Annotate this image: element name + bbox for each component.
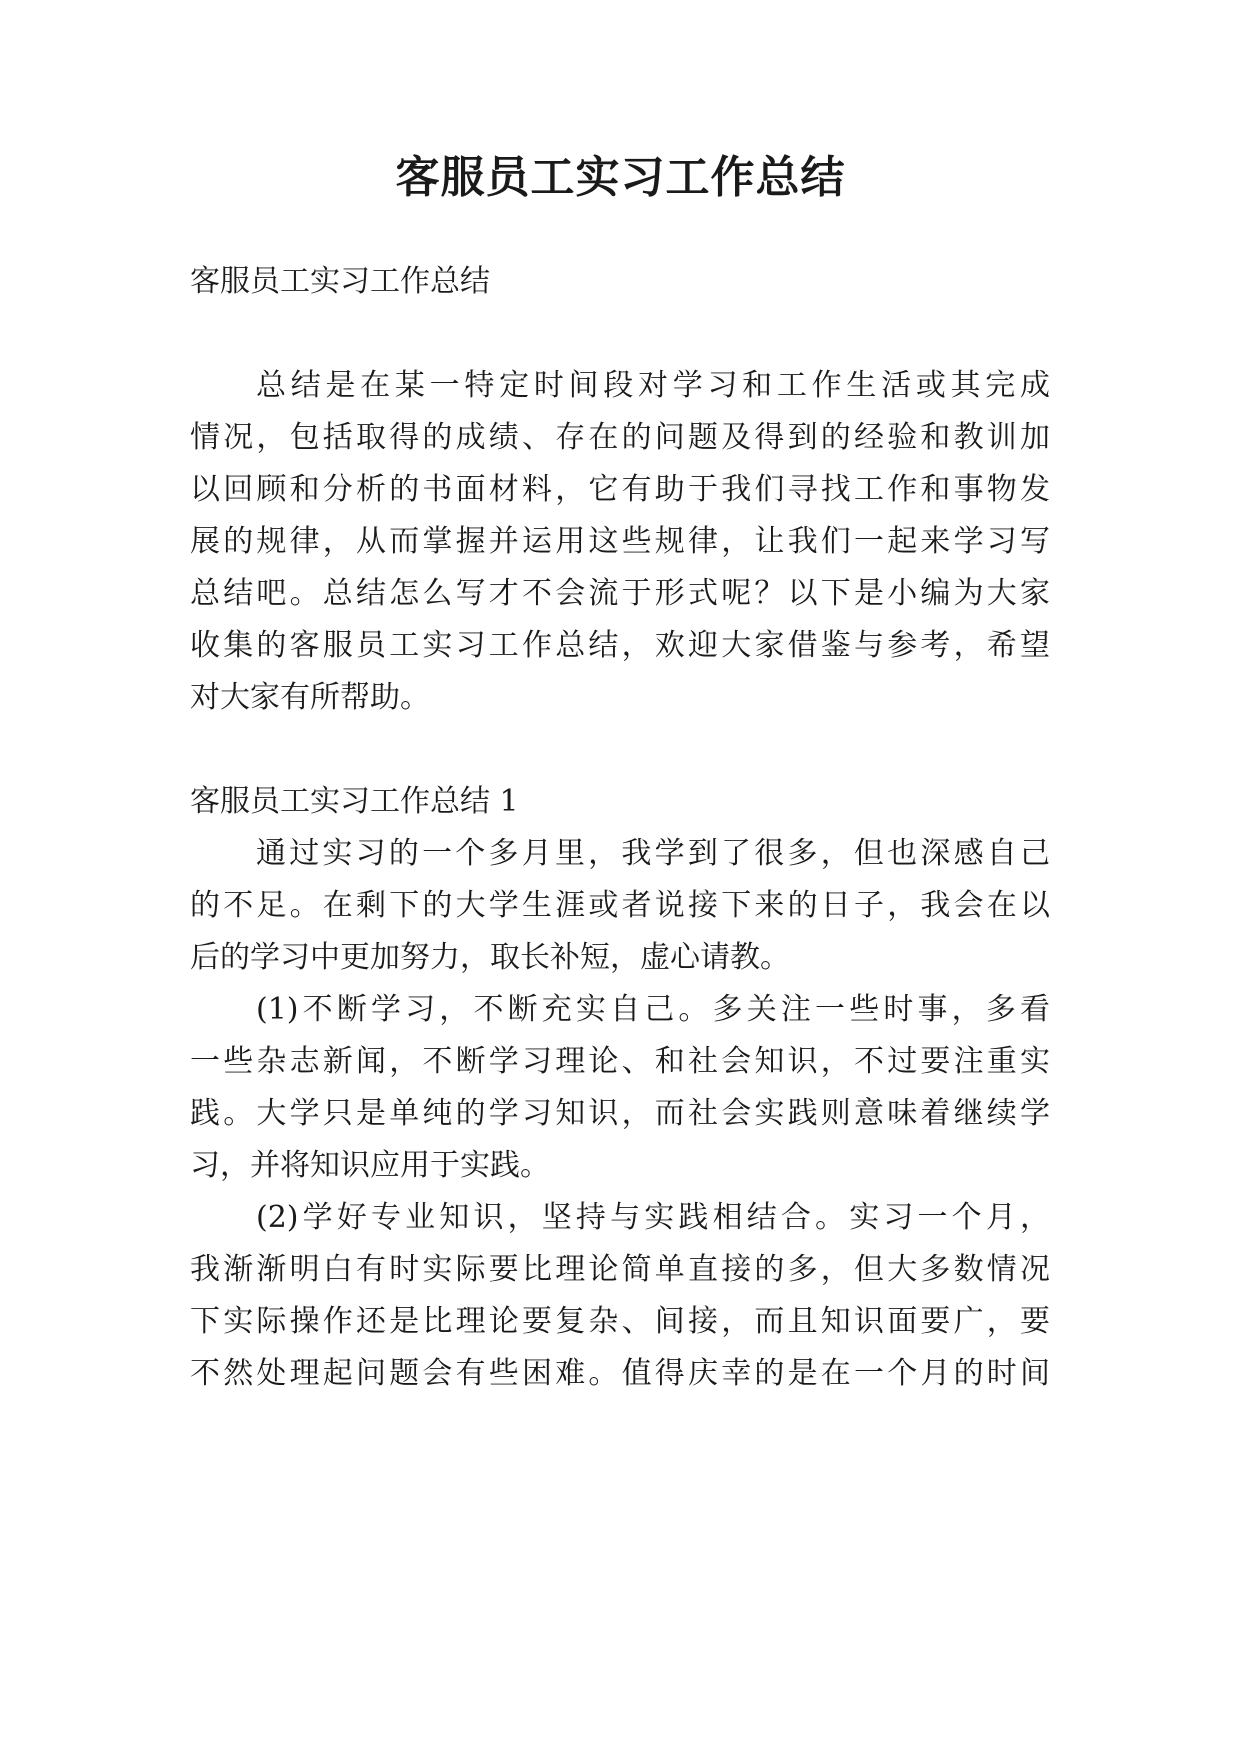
paragraph-line: (1)不断学习，不断充实自己。多关注一些时事，多看 [256,992,1050,1027]
paragraph-line: (2)学好专业知识，坚持与实践相结合。实习一个月， [256,1200,1050,1235]
document-title: 客服员工实习工作总结 [395,152,846,203]
intro-line: 总结吧。总结怎么写才不会流于形式呢？以下是小编为大家 [190,576,1050,611]
paragraph-line: 下实际操作还是比理论要复杂、间接，而且知识面要广，要 [190,1304,1050,1339]
document-subtitle: 客服员工实习工作总结 [190,264,490,299]
paragraph-line: 一些杂志新闻，不断学习理论、和社会知识，不过要注重实 [190,1044,1050,1079]
intro-line: 以回顾和分析的书面材料，它有助于我们寻找工作和事物发 [190,472,1050,507]
paragraph-line: 的不足。在剩下的大学生涯或者说接下来的日子，我会在以 [190,888,1050,923]
intro-line: 收集的客服员工实习工作总结，欢迎大家借鉴与参考，希望 [190,628,1050,663]
paragraph-line: 通过实习的一个多月里，我学到了很多，但也深感自己 [256,836,1050,871]
intro-line: 总结是在某一特定时间段对学习和工作生活或其完成 [256,368,1050,403]
intro-line: 展的规律，从而掌握并运用这些规律，让我们一起来学习写 [190,524,1050,559]
paragraph-line: 不然处理起问题会有些困难。值得庆幸的是在一个月的时间 [190,1356,1050,1391]
intro-line: 情况，包括取得的成绩、存在的问题及得到的经验和教训加 [190,420,1050,455]
paragraph-line: 践。大学只是单纯的学习知识，而社会实践则意味着继续学 [190,1096,1050,1131]
paragraph-line: 后的学习中更加努力，取长补短，虚心请教。 [190,940,790,975]
section-heading: 客服员工实习工作总结 1 [190,784,519,819]
intro-line: 对大家有所帮助。 [190,680,430,715]
paragraph-line: 我渐渐明白有时实际要比理论简单直接的多，但大多数情况 [190,1252,1050,1287]
paragraph-line: 习，并将知识应用于实践。 [190,1148,550,1183]
